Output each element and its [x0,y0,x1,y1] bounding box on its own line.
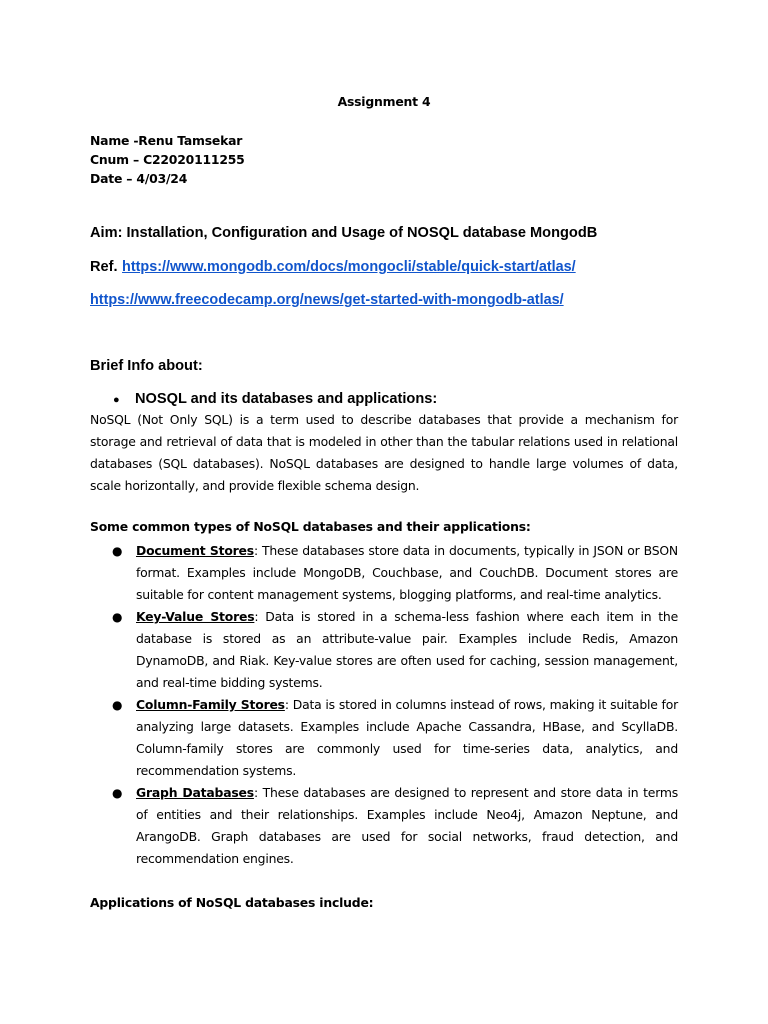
term: Graph Databases [136,785,254,800]
ref-link-mongodb[interactable]: https://www.mongodb.com/docs/mongocli/stable/quick-start/atlas/ [122,259,576,275]
document-title: Assignment 4 [337,94,431,109]
term-description: : Data is stored in columns instead of rows, making it suitable for analyzing large datasets. Examples include Apache Cassandra, HBase, and ScyllaDB. Column-family stores are commonly used for time-series data, analytics, and recommendation systems. [136,697,678,778]
ref-label: Ref. [90,259,118,275]
brief-info-heading: Brief Info about: [90,358,203,374]
term-description: : These databases store data in documents, typically in JSON or BSON format. Examples include MongoDB, Couchbase, and CouchDB. Document stores are suitable for content management systems, blogging platforms, and real-time analytics. [136,543,678,602]
types-heading: Some common types of NoSQL databases and their applications: [90,519,531,534]
name-line: Name -Renu Tamsekar [90,133,243,148]
term: Document Stores [136,543,254,558]
bullet-icon: ● [112,698,123,712]
bullet-icon: ● [112,610,123,624]
db-types-list [90,540,678,870]
ref-link-freecodecamp[interactable]: https://www.freecodecamp.org/news/get-started-with-mongodb-atlas/ [90,292,564,308]
bullet-icon: ● [113,394,120,406]
reference-line-2 [90,291,564,309]
list-item [90,606,678,694]
reference-line [90,258,576,276]
term-description: : These databases are designed to represent and store data in terms of entities and their relationships. Examples include Neo4j, Amazon Neptune, and ArangoDB. Graph databases are used for social networks, fraud detection, and recommendation engines. [136,785,678,866]
list-item [90,540,678,606]
term: Column-Family Stores [136,697,285,712]
cnum-line: Cnum – C22020111255 [90,152,245,167]
list-item [90,694,678,782]
intro-paragraph: NoSQL (Not Only SQL) is a term used to describe databases that provide a mechanism for storage and retrieval of data that is modeled in other than the tabular relations used in relational databases (SQL databases). NoSQL databases are designed to handle large volumes of data, scale horizontally, and provide flexible schema design. [90,412,678,493]
term-description: : Data is stored in a schema-less fashion where each item in the database is stored as an attribute-value pair. Examples include Redis, Amazon DynamoDB, and Riak. Key-value stores are often used for caching, session management, and real-time bidding systems. [136,609,678,690]
applications-heading: Applications of NoSQL databases include: [90,895,374,910]
aim-heading: Aim: Installation, Configuration and Usage of NOSQL database MongodB [90,225,598,241]
section-heading: NOSQL and its databases and applications: [135,391,438,407]
date-line: Date – 4/03/24 [90,171,188,186]
bullet-icon: ● [112,786,123,800]
bullet-icon: ● [112,544,123,558]
list-item [90,782,678,870]
term: Key-Value Stores [136,609,255,624]
